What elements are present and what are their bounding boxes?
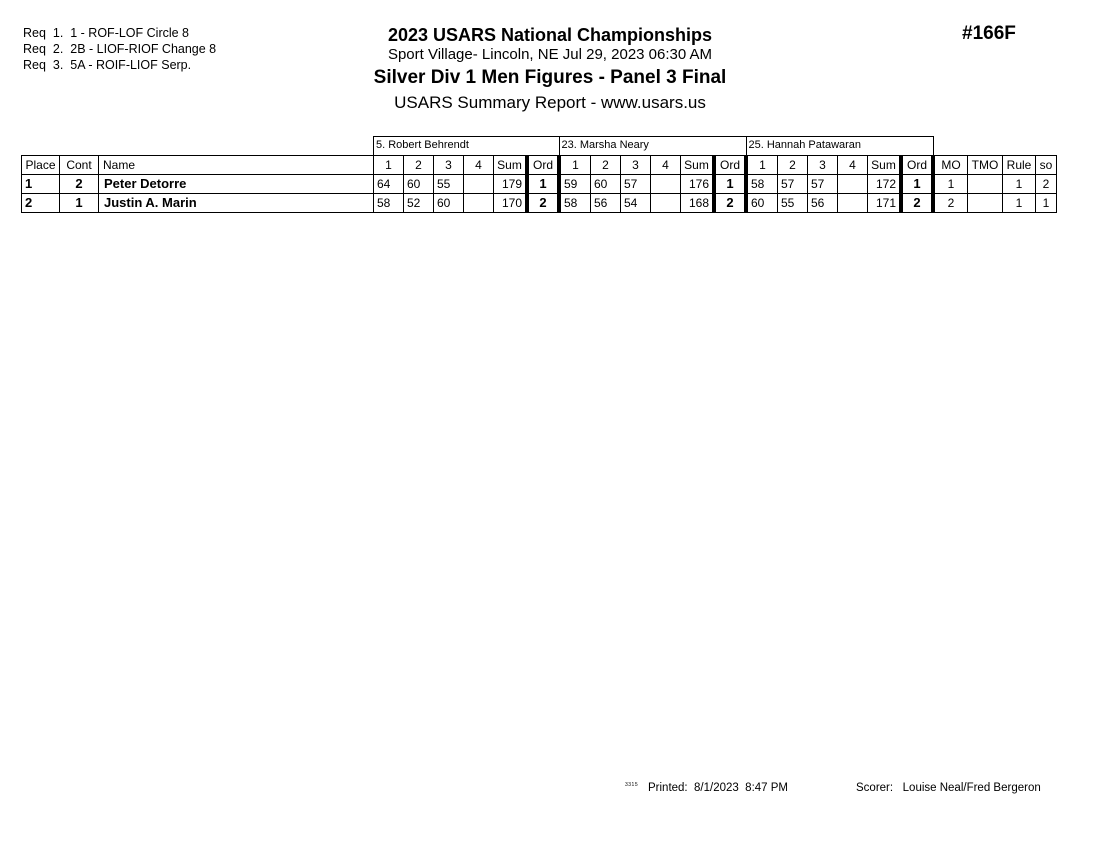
j2-score-4 (651, 194, 681, 213)
j1-score-1: 64 (374, 175, 404, 194)
col-j3-sum: Sum (868, 156, 902, 175)
j2-score-3: 54 (621, 194, 651, 213)
j3-sum: 171 (868, 194, 902, 213)
results-table (21, 136, 1057, 213)
j3-score-2: 55 (778, 194, 808, 213)
col-tmo: TMO (968, 156, 1003, 175)
cont: 2 (60, 175, 99, 194)
j3-score-3: 57 (808, 175, 838, 194)
column-header-row (22, 156, 1057, 175)
j3-ord: 2 (901, 194, 933, 213)
j1-score-4 (464, 175, 494, 194)
j1-score-2: 52 (404, 194, 434, 213)
j3-score-1: 58 (746, 175, 778, 194)
requirement-3: Req 3. 5A - ROIF-LIOF Serp. (23, 58, 192, 72)
col-j3-s3: 3 (808, 156, 838, 175)
rule: 1 (1003, 175, 1036, 194)
col-j1-ord: Ord (527, 156, 559, 175)
j2-ord: 2 (714, 194, 746, 213)
j2-sum: 168 (681, 194, 715, 213)
col-mo: MO (933, 156, 968, 175)
scorer-names: Scorer: Louise Neal/Fred Bergeron (856, 782, 1041, 794)
j1-ord: 1 (527, 175, 559, 194)
j3-score-3: 56 (808, 194, 838, 213)
judge-1-name: 5. Robert Behrendt (374, 137, 560, 156)
skater-name: Justin A. Marin (99, 194, 374, 213)
j3-score-2: 57 (778, 175, 808, 194)
col-j3-s2: 2 (778, 156, 808, 175)
print-code: 3315 (625, 782, 639, 788)
event-number: #166F (962, 23, 1016, 44)
col-j2-s1: 1 (559, 156, 591, 175)
judge-header-row (22, 137, 1057, 156)
requirement-2: Req 2. 2B - LIOF-RIOF Change 8 (23, 42, 217, 56)
col-j1-s4: 4 (464, 156, 494, 175)
j2-score-1: 59 (559, 175, 591, 194)
judge-2-name: 23. Marsha Neary (559, 137, 746, 156)
requirement-1: Req 1. 1 - ROF-LOF Circle 8 (23, 26, 190, 40)
skater-name: Peter Detorre (99, 175, 374, 194)
tmo (968, 175, 1003, 194)
col-j3-s4: 4 (838, 156, 868, 175)
col-name: Name (99, 156, 374, 175)
col-j1-sum: Sum (494, 156, 528, 175)
place: 1 (22, 175, 60, 194)
j2-score-1: 58 (559, 194, 591, 213)
j3-score-1: 60 (746, 194, 778, 213)
cont: 1 (60, 194, 99, 213)
report-header (340, 24, 760, 115)
requirements-list (23, 25, 216, 73)
table-row (22, 194, 1057, 213)
col-j2-s3: 3 (621, 156, 651, 175)
j2-score-4 (651, 175, 681, 194)
j1-score-2: 60 (404, 175, 434, 194)
so: 1 (1036, 194, 1057, 213)
j2-ord: 1 (714, 175, 746, 194)
rule: 1 (1003, 194, 1036, 213)
col-j1-s1: 1 (374, 156, 404, 175)
j3-score-4 (838, 175, 868, 194)
col-j1-s3: 3 (434, 156, 464, 175)
j1-score-3: 60 (434, 194, 464, 213)
col-j3-ord: Ord (901, 156, 933, 175)
report-subtitle: USARS Summary Report - www.usars.us (394, 93, 706, 112)
col-j2-s4: 4 (651, 156, 681, 175)
col-j2-ord: Ord (714, 156, 746, 175)
j3-ord: 1 (901, 175, 933, 194)
mo: 2 (933, 194, 968, 213)
col-so: so (1036, 156, 1057, 175)
so: 2 (1036, 175, 1057, 194)
j2-score-3: 57 (621, 175, 651, 194)
j1-score-4 (464, 194, 494, 213)
col-j2-s2: 2 (591, 156, 621, 175)
table-row (22, 175, 1057, 194)
tmo (968, 194, 1003, 213)
j3-score-4 (838, 194, 868, 213)
col-cont: Cont (60, 156, 99, 175)
mo: 1 (933, 175, 968, 194)
j1-sum: 179 (494, 175, 528, 194)
col-j1-s2: 2 (404, 156, 434, 175)
j2-sum: 176 (681, 175, 715, 194)
place: 2 (22, 194, 60, 213)
col-place: Place (22, 156, 60, 175)
col-rule: Rule (1003, 156, 1036, 175)
j1-score-1: 58 (374, 194, 404, 213)
j3-sum: 172 (868, 175, 902, 194)
j1-score-3: 55 (434, 175, 464, 194)
j1-sum: 170 (494, 194, 528, 213)
j2-score-2: 60 (591, 175, 621, 194)
judge-3-name: 25. Hannah Patawaran (746, 137, 933, 156)
col-j2-sum: Sum (681, 156, 715, 175)
j2-score-2: 56 (591, 194, 621, 213)
col-j3-s1: 1 (746, 156, 778, 175)
printed-timestamp: Printed: 8/1/2023 8:47 PM (648, 782, 789, 794)
event-title: Silver Div 1 Men Figures - Panel 3 Final (373, 67, 727, 88)
championship-title: 2023 USARS National Championships (387, 25, 713, 45)
j1-ord: 2 (527, 194, 559, 213)
venue-date: Sport Village- Lincoln, NE Jul 29, 2023 06:30 AM (387, 46, 713, 63)
